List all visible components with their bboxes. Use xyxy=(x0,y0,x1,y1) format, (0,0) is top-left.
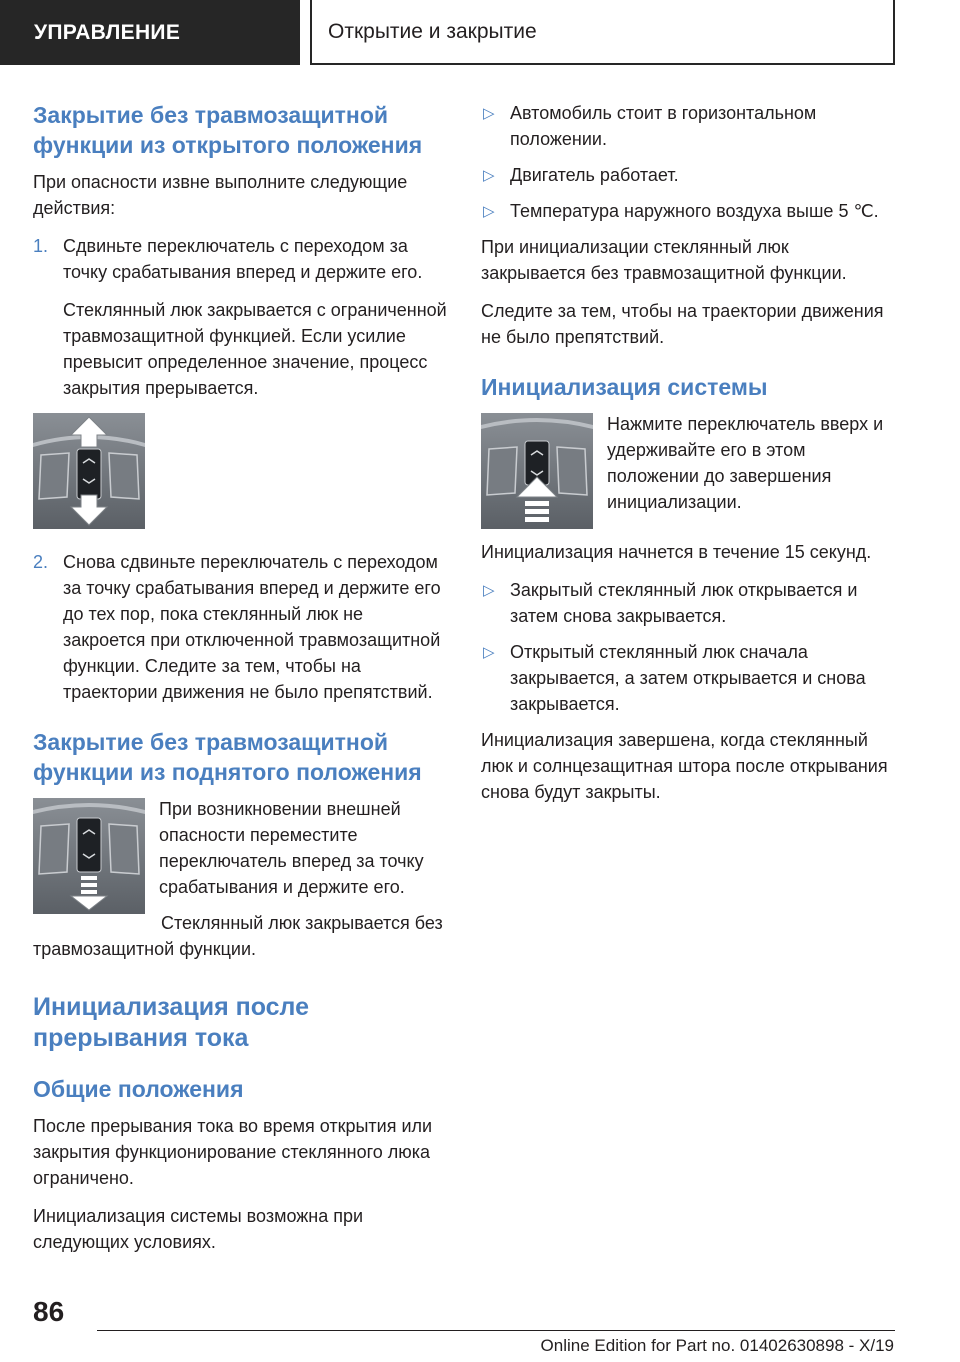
general-paragraph-2: Инициализация системы возможна при следующих условиях. xyxy=(33,1206,364,1252)
condition-2 xyxy=(481,162,895,188)
header-section-tab: УПРАВЛЕНИЕ xyxy=(0,0,300,65)
condition-1 xyxy=(481,100,895,152)
switch-up-image xyxy=(481,413,593,529)
right-column xyxy=(481,100,895,817)
page-number: 86 xyxy=(33,1296,65,1327)
switch-forward-image xyxy=(33,798,145,914)
condition-3-text: Температура наружного воздуха выше 5 ℃. xyxy=(510,201,879,221)
sequence-2 xyxy=(481,639,895,717)
heading-close-from-open: Закрытие без травмозащитной функции из открытого положения xyxy=(33,102,423,158)
raised-text: При возникновении внешней опасности переместите переключатель вперед за точку срабатывания и держите его. xyxy=(159,799,424,897)
sequence-2-text: Открытый стеклянный люк сначала закрывается, а затем открывается и снова закрывается. xyxy=(510,642,866,714)
step-1-note: Стеклянный люк закрывается с ограниченной травмозащитной функцией. Если усилие превысит определенное значение, процесс закрытия прерывается. xyxy=(63,300,447,398)
left-column xyxy=(33,100,448,1267)
condition-3 xyxy=(481,198,895,224)
sequence-1 xyxy=(481,577,895,629)
sys-init-text: Нажмите переключатель вверх и удерживайте его в этом положении до завершения инициализации. xyxy=(607,414,884,512)
init-paragraph-2: Следите за тем, чтобы на траектории движения не было препятствий. xyxy=(481,301,884,347)
bullet-triangle-icon: ▷ xyxy=(483,167,495,184)
header-chapter-title: Открытие и закрытие xyxy=(310,0,895,65)
bullet-triangle-icon: ▷ xyxy=(483,203,495,220)
heading-general: Общие положения xyxy=(33,1076,244,1102)
init-done-text: Инициализация завершена, когда стеклянный люк и солнцезащитная штора после открывания снова будут закрыты. xyxy=(481,730,888,802)
footer-divider xyxy=(97,1330,895,1331)
heading-system-init: Инициализация системы xyxy=(481,374,768,400)
switch-forward-back-image xyxy=(33,413,145,529)
step-1 xyxy=(33,233,448,285)
step-1-text: Сдвиньте переключатель с переходом за точку срабатывания вперед и держите его. xyxy=(63,236,423,282)
init-start-text: Инициализация начнется в течение 15 секунд. xyxy=(481,542,872,562)
condition-2-text: Двигатель работает. xyxy=(510,165,679,185)
footer-edition: Online Edition for Part no. 01402630898 - X/19 xyxy=(540,1336,894,1355)
heading-init-after-power-loss: Инициализация после прерывания тока xyxy=(33,993,310,1052)
step-2-text: Снова сдвиньте переключатель с переходом за точку срабатывания вперед и держите его до тех пор, пока стеклянный люк не закроется при отключенной травмозащитной функции. Следите за тем, чтобы на траектории движения не было препятствий. xyxy=(63,552,441,702)
condition-1-text: Автомобиль стоит в горизонтальном положении. xyxy=(510,103,817,149)
bullet-triangle-icon: ▷ xyxy=(483,105,495,122)
bullet-triangle-icon: ▷ xyxy=(483,644,495,661)
raised-figure-row xyxy=(33,796,448,914)
step-2-number: 2. xyxy=(33,552,49,572)
init-paragraph-1: При инициализации стеклянный люк закрывается без травмозащитной функции. xyxy=(481,237,847,283)
intro-text: При опасности извне выполните следующие действия: xyxy=(33,172,408,218)
general-paragraph-1: После прерывания тока во время открытия или закрытия функционирование стеклянного люка ограничено. xyxy=(33,1116,433,1188)
bullet-triangle-icon: ▷ xyxy=(483,582,495,599)
heading-close-from-raised: Закрытие без травмозащитной функции из поднятого положения xyxy=(33,729,422,785)
step-1-number: 1. xyxy=(33,236,49,256)
raised-note: Стеклянный люк закрывается без травмозащитной функции. xyxy=(33,913,443,959)
sys-init-figure-row xyxy=(481,411,895,529)
sequence-1-text: Закрытый стеклянный люк открывается и затем снова закрывается. xyxy=(510,580,858,626)
step-2 xyxy=(33,549,448,705)
